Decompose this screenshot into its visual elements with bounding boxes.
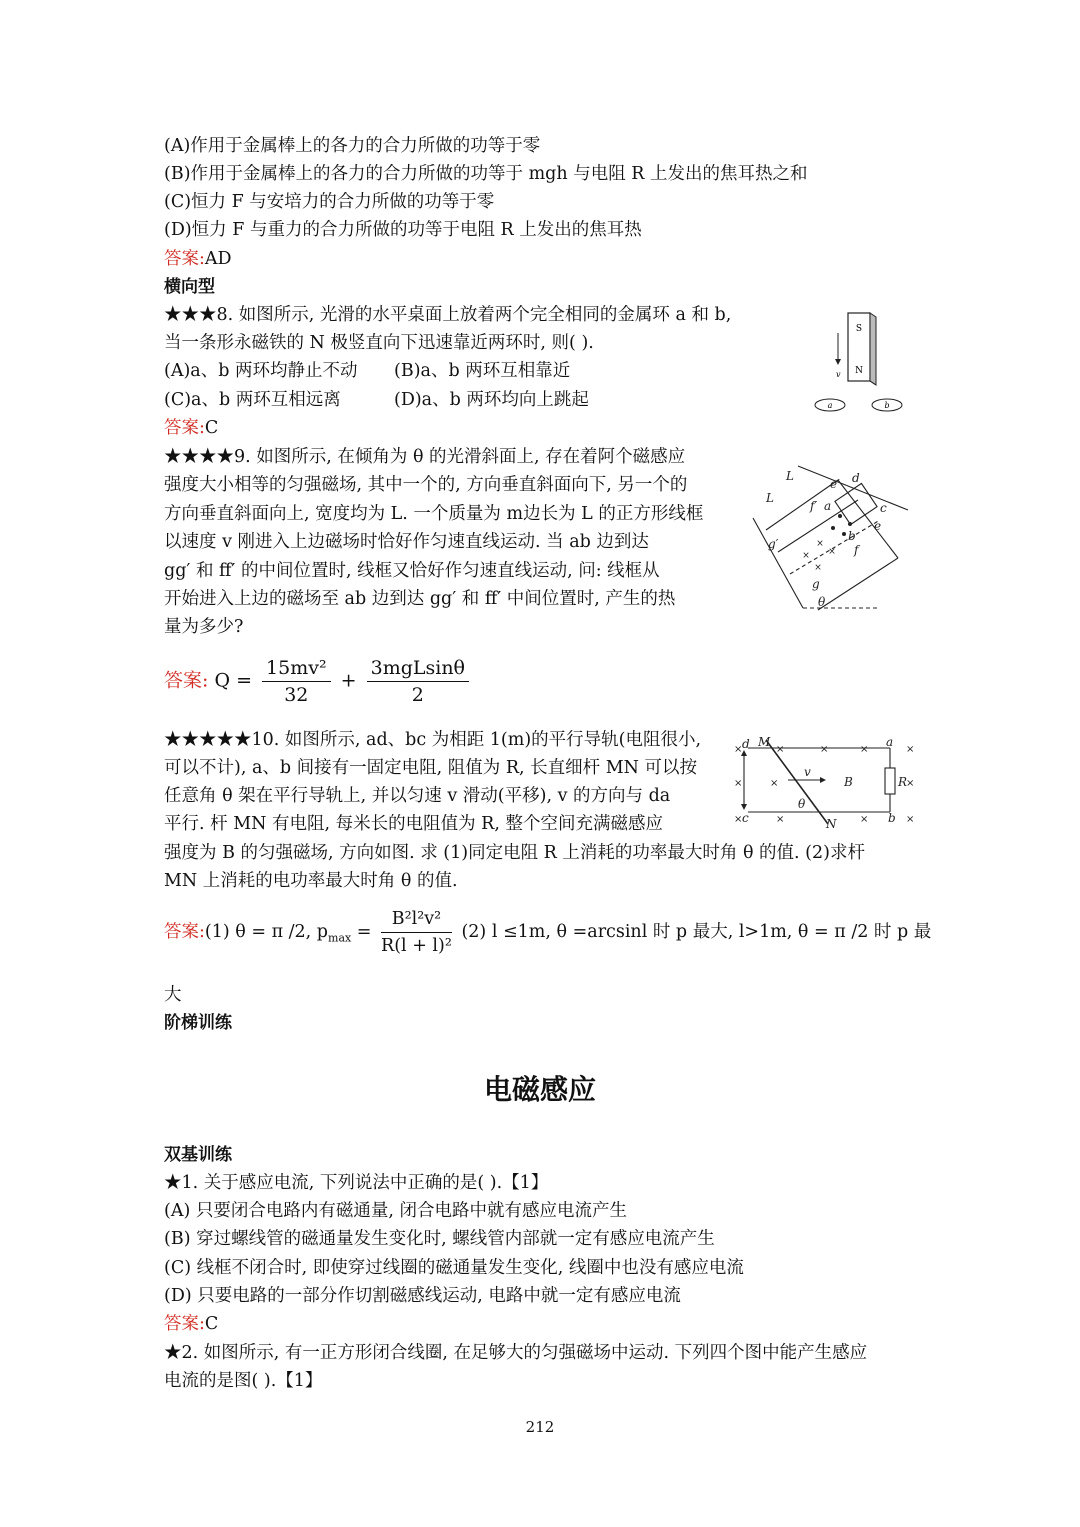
q10-answer-continuation: 大 xyxy=(164,985,182,1005)
q7-answer xyxy=(164,245,232,273)
fraction-1 xyxy=(262,655,331,708)
ring-b-label: b xyxy=(884,401,890,410)
label-e: e xyxy=(874,519,882,533)
incline-left-edge xyxy=(753,518,803,608)
q10-answer xyxy=(164,906,931,959)
q8-stem-line2: 当一条形永磁铁的 N 极竖直向下迅速靠近两环时, 则( ). xyxy=(164,333,594,353)
q7-option-d: (D)恒力 F 与重力的合力所做的功等于电阻 R 上发出的焦耳热 xyxy=(164,220,642,240)
q8-magnet-figure xyxy=(800,305,930,420)
power-fraction xyxy=(381,906,452,959)
label-f1: f′ xyxy=(810,499,818,513)
label-d: d xyxy=(742,737,750,751)
svg-text:×: × xyxy=(828,547,836,557)
label-v: v xyxy=(804,765,811,779)
velocity-arrowhead xyxy=(835,359,841,365)
label-a: a xyxy=(886,735,894,749)
resistor-R xyxy=(885,768,895,794)
answer-label: 答案: xyxy=(164,922,205,942)
answer-value: AD xyxy=(204,249,232,269)
answer-value: C xyxy=(204,418,219,438)
q8-option-c: (C)a、b 两环互相远离 xyxy=(164,390,341,410)
magnet-s-label: S xyxy=(855,324,863,334)
svg-text:×: × xyxy=(906,814,915,825)
q9-stem-line1: ★★★★9. 如图所示, 在倾角为 θ 的光滑斜面上, 存在着阿个磁感应 xyxy=(164,447,686,467)
q2-stem-line1: ★2. 如图所示, 有一正方形闭合线圈, 在足够大的匀强磁场中运动. 下列四个图中能产生感应 xyxy=(164,1343,868,1363)
page-number: 212 xyxy=(525,1418,555,1436)
label-B: B xyxy=(844,775,853,789)
q9-stem-line7: 量为多少? xyxy=(164,617,244,637)
svg-text:×: × xyxy=(860,814,869,825)
section-heading-horizontal: 横向型 xyxy=(164,277,215,297)
svg-text:×: × xyxy=(734,744,743,755)
equals-sign: = xyxy=(356,922,372,942)
chapter-title: 电磁感应 xyxy=(483,1073,596,1106)
label-g1: g′ xyxy=(768,537,779,551)
answer-label: 答案: xyxy=(164,669,209,692)
label-g: g xyxy=(812,577,820,591)
q8-stem-line1: ★★★8. 如图所示, 光滑的水平桌面上放着两个完全相同的金属环 a 和 b, xyxy=(164,305,732,325)
fraction-1-numerator: 15mv² xyxy=(262,655,331,682)
q10-stem-line3: 任意角 θ 架在平行导轨上, 并以匀速 v 滑动(平移), v 的方向与 da xyxy=(164,786,671,806)
fraction-1-denominator: 32 xyxy=(284,684,309,706)
svg-text:×: × xyxy=(860,744,869,755)
q2-stem-line2: 电流的是图( ).【1】 xyxy=(164,1371,323,1391)
q7-option-a: (A)作用于金属棒上的各力的合力所做的功等于零 xyxy=(164,136,541,156)
label-theta: θ xyxy=(798,797,806,811)
ring-a-label: a xyxy=(827,401,833,410)
q1-option-c: (C) 线框不闭合时, 即使穿过线圈的磁通量发生变化, 线圈中也没有感应电流 xyxy=(164,1258,744,1278)
power-denominator: R(l + l)² xyxy=(381,936,452,956)
formula-q: Q = xyxy=(214,669,252,692)
p-subscript: max xyxy=(328,931,352,945)
q1-option-d: (D) 只要电路的一部分作切割磁感线运动, 电路中就一定有感应电流 xyxy=(164,1286,681,1306)
label-c: c xyxy=(742,811,749,825)
label-M: M xyxy=(758,735,771,749)
svg-text:×: × xyxy=(776,814,785,825)
section-heading-basic: 双基训练 xyxy=(164,1145,232,1165)
q9-stem-line5: gg′ 和 ff′ 的中间位置时, 线框又恰好作匀速直线运动, 问: 线框从 xyxy=(164,561,660,581)
label-f: f xyxy=(854,543,859,557)
q9-stem-line2: 强度大小相等的匀强磁场, 其中一个的, 方向垂直斜面向下, 另一个的 xyxy=(164,475,688,495)
label-L2: L xyxy=(766,491,774,505)
svg-text:×: × xyxy=(776,744,785,755)
q9-stem-line6: 开始进入上边的磁场至 ab 边到达 gg′ 和 ff′ 中间位置时, 产生的热 xyxy=(164,589,676,609)
fraction-2-numerator: 3mgLsinθ xyxy=(367,655,469,682)
q10-stem-line6: MN 上消耗的电功率最大时角 θ 的值. xyxy=(164,871,458,891)
answer-label: 答案: xyxy=(164,249,205,269)
velocity-label: v xyxy=(836,370,841,379)
q1-option-b: (B) 穿过螺线管的磁通量发生变化时, 螺线管内部就一定有感应电流产生 xyxy=(164,1229,715,1249)
q10-rails-figure xyxy=(730,734,920,832)
magnet-n-label: N xyxy=(855,366,863,376)
q7-option-c: (C)恒力 F 与安培力的合力所做的功等于零 xyxy=(164,192,495,212)
label-d: d xyxy=(852,471,860,485)
q1-answer xyxy=(164,1310,218,1338)
q9-stem-line4: 以速度 v 刚进入上边磁场时恰好作匀速直线运动. 当 ab 边到达 xyxy=(164,532,649,552)
q8-answer xyxy=(164,414,218,442)
svg-text:×: × xyxy=(734,778,743,789)
q9-answer xyxy=(164,655,473,708)
q10-stem-line1: ★★★★★10. 如图所示, ad、bc 为相距 1(m)的平行导轨(电阻很小, xyxy=(164,730,702,750)
label-N: N xyxy=(826,817,837,831)
svg-text:×: × xyxy=(820,744,829,755)
q10-stem-line4: 平行. 杆 MN 有电阻, 每米长的电阻值为 R, 整个空间充满磁感应 xyxy=(164,814,663,834)
label-b: b xyxy=(888,811,896,825)
q1-stem: ★1. 关于感应电流, 下列说法中正确的是( ).【1】 xyxy=(164,1173,549,1193)
label-e1: e′ xyxy=(830,477,840,491)
q8-option-b: (B)a、b 两环互相靠近 xyxy=(394,361,571,381)
svg-text:×: × xyxy=(734,814,743,825)
svg-text:×: × xyxy=(906,744,915,755)
label-R: R xyxy=(898,775,908,789)
label-b: b xyxy=(848,529,856,543)
label-theta: θ xyxy=(818,595,826,609)
svg-text:×: × xyxy=(814,563,822,573)
fraction-2 xyxy=(367,655,469,708)
answer-value: C xyxy=(204,1314,219,1334)
power-numerator: B²l²v² xyxy=(381,906,452,933)
q7-option-b: (B)作用于金属棒上的各力的合力所做的功等于 mgh 与电阻 R 上发出的焦耳热之和 xyxy=(164,164,808,184)
label-a: a xyxy=(824,499,832,513)
answer-part2: (2) l ≤1m, θ =arcsinl 时 p 最大, l>1m, θ = π /2 时 p 最 xyxy=(461,922,932,942)
answer-label: 答案: xyxy=(164,1314,205,1334)
plus-sign: + xyxy=(340,669,357,692)
svg-text:×: × xyxy=(816,539,824,549)
q10-stem-line2: 可以不计), a、b 间接有一固定电阻, 阻值为 R, 长直细杆 MN 可以按 xyxy=(164,758,697,778)
q1-option-a: (A) 只要闭合电路内有磁通量, 闭合电路中就有感应电流产生 xyxy=(164,1201,627,1221)
q8-option-d: (D)a、b 两环均向上跳起 xyxy=(394,390,589,410)
q8-option-a: (A)a、b 两环均静止不动 xyxy=(164,361,358,381)
magnet-side xyxy=(870,313,876,385)
q9-incline-figure xyxy=(748,458,913,616)
q9-stem-line3: 方向垂直斜面向上, 宽度均为 L. 一个质量为 m边长为 L 的正方形线框 xyxy=(164,504,704,524)
fraction-2-denominator: 2 xyxy=(411,684,424,706)
svg-text:×: × xyxy=(802,551,810,561)
answer-label: 答案: xyxy=(164,418,205,438)
label-L1: L xyxy=(786,469,794,483)
answer-part1: (1) θ = π /2, p xyxy=(204,922,329,942)
svg-text:×: × xyxy=(906,778,915,789)
label-c: c xyxy=(880,501,887,515)
q10-stem-line5: 强度为 B 的匀强磁场, 方向如图. 求 (1)同定电阻 R 上消耗的功率最大时角 θ 的值. (2)求杆 xyxy=(164,843,865,863)
incline-bottom-edge xyxy=(818,558,898,610)
svg-text:×: × xyxy=(770,778,779,789)
section-heading-ladder: 阶梯训练 xyxy=(164,1013,232,1033)
